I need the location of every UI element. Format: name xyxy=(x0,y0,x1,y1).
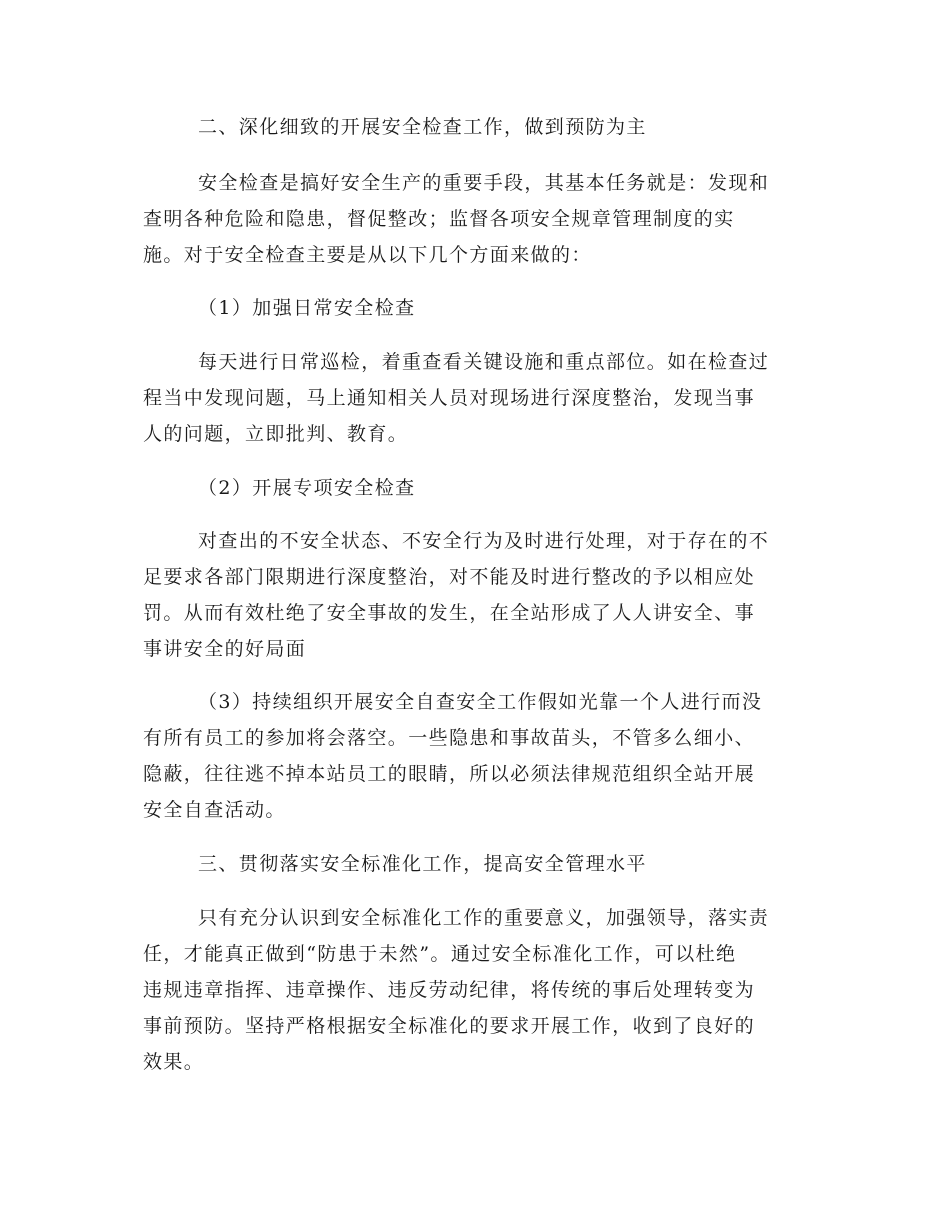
paragraph-line: 罚。从而有效杜绝了安全事故的发生，在全站形成了人人讲安全、事 xyxy=(143,602,756,624)
paragraph-line: 效果。 xyxy=(143,1051,205,1073)
paragraph-line: 足要求各部门限期进行深度整治，对不能及时进行整改的予以相应处 xyxy=(143,566,756,588)
paragraph-line: 施。对于安全检查主要是从以下几个方面来做的： xyxy=(143,244,592,266)
paragraph-line: 查明各种危险和隐患，督促整改；监督各项安全规章管理制度的实 xyxy=(143,208,735,230)
paragraph-line: 每天进行日常巡检，着重查看关键设施和重点部位。如在检查过 xyxy=(198,351,770,373)
paragraph-line: （3）持续组织开展安全自查安全工作假如光靠一个人进行而没 xyxy=(198,691,763,713)
paragraph-line: 人的问题，立即批判、教育。 xyxy=(143,423,409,445)
section-heading: 二、深化细致的开展安全检查工作，做到预防为主 xyxy=(198,116,647,138)
paragraph-line: 任，才能真正做到“防患于未然”。通过安全标准化工作，可以杜绝 xyxy=(143,943,737,965)
paragraph-line: 安全自查活动。 xyxy=(143,799,286,821)
paragraph-line: 事讲安全的好局面 xyxy=(143,638,307,660)
paragraph-line: 只有充分认识到安全标准化工作的重要意义，加强领导，落实责 xyxy=(198,907,770,929)
paragraph-line: 有所有员工的参加将会落空。一些隐患和事故苗头，不管多么细小、 xyxy=(143,727,756,749)
section-heading: 三、贯彻落实安全标准化工作，提高安全管理水平 xyxy=(198,853,647,875)
paragraph-line: 安全检查是搞好安全生产的重要手段，其基本任务就是：发现和 xyxy=(198,172,770,194)
paragraph-line: 违规违章指挥、违章操作、违反劳动纪律，将传统的事后处理转变为 xyxy=(143,979,756,1001)
paragraph-line: 隐蔽，往往逃不掉本站员工的眼睛，所以必须法律规范组织全站开展 xyxy=(143,763,756,785)
paragraph-line: 程当中发现问题，马上通知相关人员对现场进行深度整治，发现当事 xyxy=(143,387,756,409)
paragraph-line: 对查出的不安全状态、不安全行为及时进行处理，对于存在的不 xyxy=(198,530,770,552)
subsection-heading: （1）加强日常安全检查 xyxy=(198,297,416,319)
subsection-heading: （2）开展专项安全检查 xyxy=(198,477,416,499)
paragraph-line: 事前预防。坚持严格根据安全标准化的要求开展工作，收到了良好的 xyxy=(143,1015,756,1037)
